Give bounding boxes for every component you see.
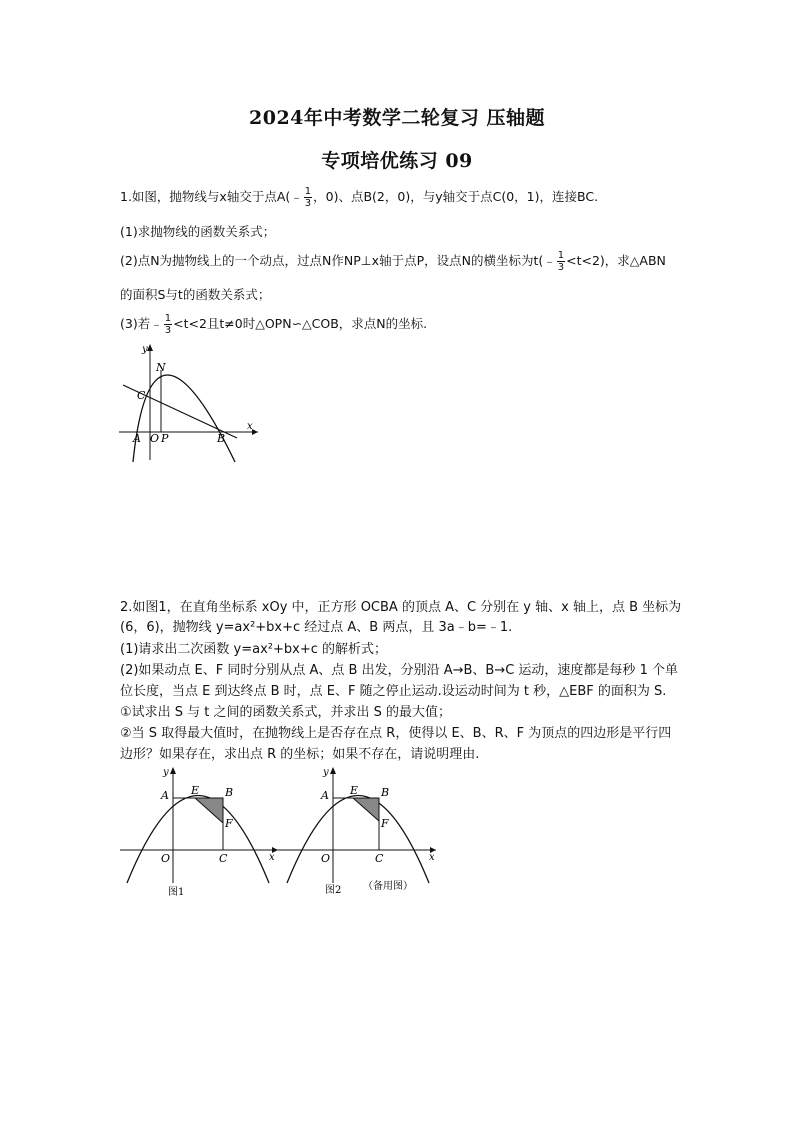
fraction-numerator: 1 — [164, 313, 172, 324]
label-f: F — [225, 817, 233, 830]
q1-figure — [115, 340, 265, 465]
label-x: x — [429, 852, 435, 863]
q2-line-7: ②当 S 取得最大值时，在抛物线上是否存在点 R，使得以 E、B、R、F 为顶点的四边形是平行四 — [120, 726, 672, 741]
figure-caption: 图1 — [168, 887, 185, 898]
label-p: P — [161, 432, 169, 445]
label-f: F — [381, 817, 389, 830]
q2-line-6: ①试求出 S 与 t 之间的函数关系式，并求出 S 的最大值； — [120, 705, 452, 720]
label-a: A — [321, 789, 329, 802]
y-axis-arrow — [170, 767, 176, 774]
fraction — [164, 313, 172, 336]
q1-part-2-text-a: (2)点N为抛物线上的一个动点，过点N作NP⊥x轴于点P，设点N的横坐标为t(﹣ — [120, 253, 556, 268]
q2-line-5: 位长度，当点 E 到达终点 B 时，点 E、F 随之停止运动.设运动时间为 t 秒，△EBF 的面积为 S. — [120, 684, 667, 699]
q2-line-1: 2.如图1，在直角坐标系 xOy 中，正方形 OCBA 的顶点 A、C 分别在 y 轴、x 轴上，点 B 坐标为 — [120, 600, 682, 615]
q1-stem — [120, 186, 598, 209]
q1-part-3-text-b: <t<2且t≠0时△OPN∽△COB，求点N的坐标. — [173, 316, 428, 331]
y-axis-arrow — [330, 767, 336, 774]
fraction-denominator: 3 — [164, 325, 172, 336]
fraction-denominator: 3 — [557, 262, 565, 273]
figure-backup-label: （备用图） — [363, 881, 413, 892]
label-y: y — [163, 767, 169, 778]
q1-part-2-cont: 的面积S与t的函数关系式； — [120, 287, 271, 302]
q2-line-4: (2)如果动点 E、F 同时分别从点 A、点 B 出发，分别沿 A→B、B→C 运动，速度都是每秒 1 个单 — [120, 663, 678, 678]
q1-stem-text-b: ，0)、点B(2，0)，与y轴交于点C(0，1)，连接BC. — [313, 189, 599, 204]
label-o: O — [321, 852, 331, 865]
q1-stem-text-a: 1.如图，抛物线与x轴交于点A(﹣ — [120, 189, 303, 204]
y-axis-arrow — [147, 344, 153, 351]
q1-part-1: (1)求抛物线的函数关系式； — [120, 224, 276, 239]
label-b: B — [225, 786, 234, 799]
label-e: E — [191, 784, 200, 797]
parabola-curve — [127, 796, 269, 884]
q2-line-2: (6，6)，抛物线 y=ax²+bx+c 经过点 A、B 两点，且 3a﹣b=﹣1. — [120, 620, 513, 635]
page-subtitle: 专项培优练习 09 — [321, 150, 473, 172]
triangle-ebf — [353, 798, 379, 821]
triangle-ebf — [195, 798, 223, 823]
label-e: E — [350, 784, 359, 797]
label-a: A — [161, 789, 169, 802]
q2-line-8: 边形？如果存在，求出点 R 的坐标；如果不存在，请说明理由. — [120, 747, 480, 762]
q2-figure-2 — [273, 763, 443, 903]
fraction-numerator: 1 — [557, 250, 565, 261]
fraction — [304, 186, 312, 209]
label-y: y — [323, 767, 329, 778]
label-n: N — [156, 361, 166, 374]
label-c: C — [219, 852, 228, 865]
label-b: B — [381, 786, 390, 799]
parabola-curve — [287, 796, 429, 884]
q1-part-2-text-b: <t<2)，求△ABN — [566, 253, 666, 268]
label-x: x — [247, 421, 253, 432]
q2-line-3: (1)请求出二次函数 y=ax²+bx+c 的解析式； — [120, 642, 388, 657]
label-y: y — [142, 344, 148, 355]
parabola-curve — [133, 375, 235, 462]
fraction-denominator: 3 — [304, 198, 312, 209]
q2-figure-1 — [115, 763, 285, 903]
label-c: C — [375, 852, 384, 865]
x-axis-arrow — [252, 429, 258, 435]
q1-part-2 — [120, 250, 666, 273]
fraction — [557, 250, 565, 273]
figure-caption: 图2 — [325, 885, 342, 896]
label-c: C — [137, 389, 146, 402]
label-a: A — [133, 432, 141, 445]
page-title: 2024年中考数学二轮复习 压轴题 — [249, 107, 545, 129]
label-x: x — [269, 852, 275, 863]
label-b: B — [217, 432, 226, 445]
q1-part-3-text-a: (3)若﹣ — [120, 316, 163, 331]
label-o: O — [161, 852, 171, 865]
fraction-numerator: 1 — [304, 186, 312, 197]
q1-part-3 — [120, 313, 427, 336]
label-o: O — [150, 432, 160, 445]
